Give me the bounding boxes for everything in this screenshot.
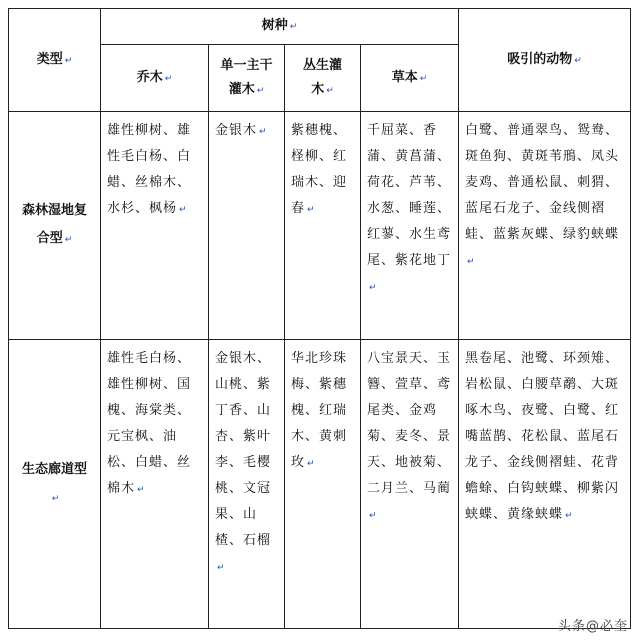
watermark: 头条@必奎 [557,619,628,634]
table-row [9,112,631,340]
shrub-cluster-text: 华北珍珠梅、紫穗槐、红瑞木、黄刺玫 [291,351,348,470]
arbor-text: 雄性柳树、雄性毛白杨、白蜡、丝棉木、水杉、枫杨 [107,123,192,216]
paragraph-mark-icon: ↵ [369,511,378,521]
header-animals-label: 吸引的动物 [507,51,573,67]
header-arbor-label: 乔木 [136,69,163,85]
header-shrub-single-cell [209,45,285,112]
paragraph-mark-icon: ↵ [289,22,298,32]
animals-cell [459,112,631,340]
paragraph-mark-icon: ↵ [565,511,574,521]
paragraph-mark-icon: ↵ [259,127,268,137]
shrub-cluster-cell [285,340,361,629]
paragraph-mark-icon: ↵ [137,485,146,495]
paragraph-mark-icon: ↵ [419,73,428,84]
herb-cell [361,112,459,340]
paragraph-mark-icon: ↵ [64,55,73,66]
arbor-cell [101,340,209,629]
header-animals-cell [459,9,631,112]
header-arbor-cell [101,45,209,112]
header-type-label: 类型 [36,51,63,67]
header-species-label: 树种 [261,18,288,33]
paragraph-mark-icon: ↵ [217,563,226,573]
header-shrub-cluster-label: 丛生灌木 [302,57,342,97]
header-herb-cell [361,45,459,112]
shrub-single-cell [209,340,285,629]
paragraph-mark-icon: ↵ [307,205,316,215]
paragraph-mark-icon: ↵ [51,493,60,504]
arbor-text: 雄性毛白杨、雄性柳树、国槐、海棠类、元宝枫、油松、白蜡、丝棉木 [107,351,192,496]
shrub-single-text: 金银木、山桃、紫丁香、山杏、紫叶李、毛樱桃、文冠果、山楂、石榴 [215,351,272,548]
species-table [8,8,630,628]
shrub-single-text: 金银木 [215,123,258,138]
paragraph-mark-icon: ↵ [369,283,378,293]
paragraph-mark-icon: ↵ [179,205,188,215]
header-type-cell [9,9,101,112]
paragraph-mark-icon: ↵ [467,257,476,267]
arbor-cell [101,112,209,340]
row-type-label: 生态廊道型 [21,461,87,477]
header-herb-label: 草本 [391,69,418,85]
herb-text: 八宝景天、玉簪、萱草、鸢尾类、金鸡菊、麦冬、景天、地被菊、二月兰、马蔺 [367,351,452,496]
animals-text: 白鹭、普通翠鸟、鸳鸯、斑鱼狗、黄斑苇鳽、凤头麦鸡、普通松鼠、刺猬、蓝尾石龙子、金线侧褶蛙、蓝紫灰蝶、绿豹蛱蝶 [465,123,620,242]
herb-text: 千屈菜、香蒲、黄菖蒲、荷花、芦苇、水葱、睡莲、红蓼、水生鸢尾、紫花地丁 [367,123,452,268]
shrub-cluster-text: 紫穗槐、柽柳、红瑞木、迎春 [291,123,348,216]
table-row [9,340,631,629]
row-type-cell [9,340,101,629]
herb-cell [361,340,459,629]
header-shrub-cluster-cell [285,45,361,112]
header-shrub-single-label: 单一主干灌木 [220,57,273,97]
row-type-label: 森林湿地复合型 [21,203,87,246]
header-species-cell [101,9,459,45]
paragraph-mark-icon: ↵ [256,85,265,96]
animals-text: 黑卷尾、池鹭、环颈雉、岩松鼠、白腰草鹬、大斑啄木鸟、夜鹭、白鹭、红嘴蓝鹊、花松鼠、蓝尾石龙子、金线侧褶蛙、花背蟾蜍、白钩蛱蝶、柳紫闪蛱蝶、黄缘蛱蝶 [465,351,620,522]
animals-cell [459,340,631,629]
paragraph-mark-icon: ↵ [326,85,334,96]
row-type-cell [9,112,101,340]
paragraph-mark-icon: ↵ [64,235,73,245]
paragraph-mark-icon: ↵ [307,459,316,469]
paragraph-mark-icon: ↵ [574,55,582,66]
shrub-cluster-cell [285,112,361,340]
paragraph-mark-icon: ↵ [164,73,173,84]
shrub-single-cell [209,112,285,340]
